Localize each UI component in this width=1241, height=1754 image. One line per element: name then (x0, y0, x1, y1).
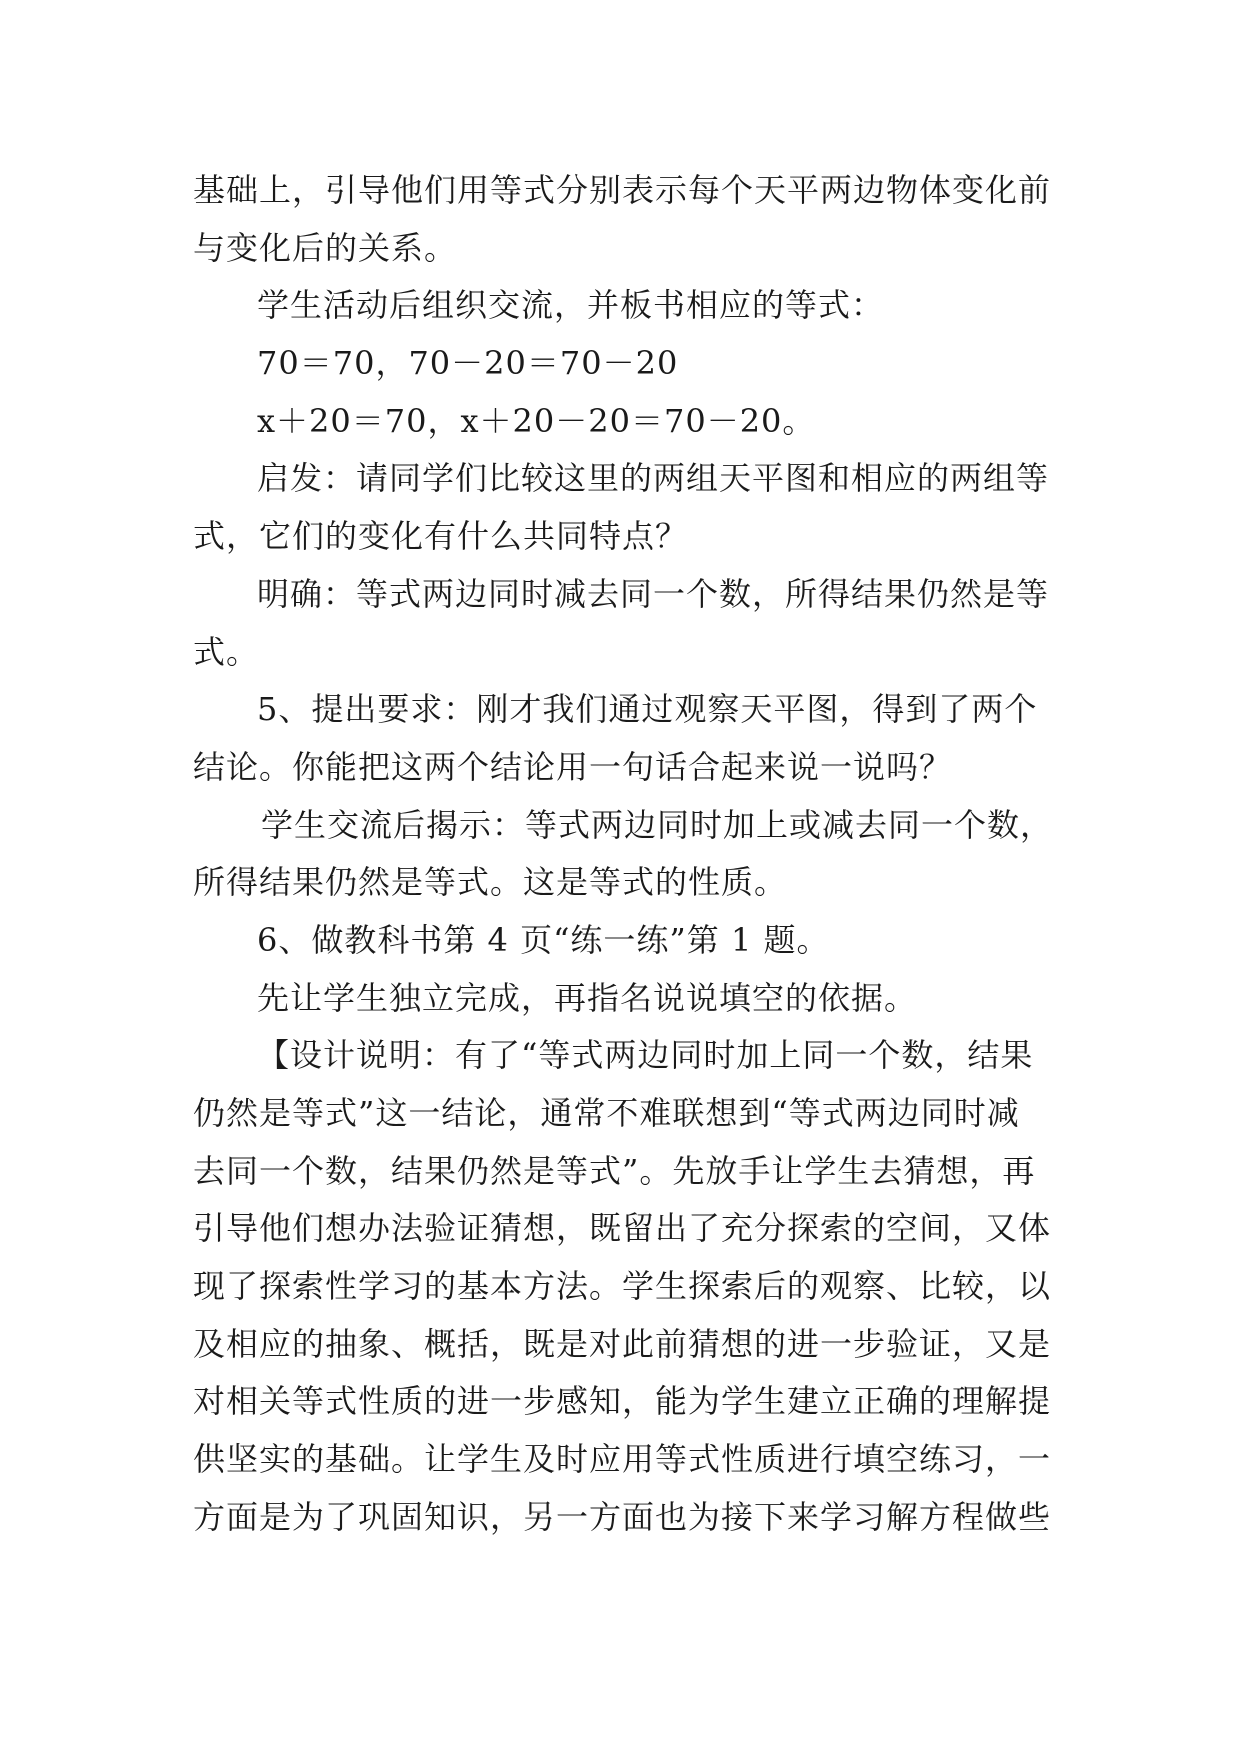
design-note-line: 去同一个数，结果仍然是等式”。先放手让学生去猜想，再 (193, 1151, 1036, 1190)
design-note-line: 现了探索性学习的基本方法。学生探索后的观察、比较，以 (193, 1267, 1052, 1306)
design-note-line: 【设计说明：有了“等式两边同时加上同一个数，结果 (257, 1036, 1034, 1075)
text-line: 基础上，引导他们用等式分别表示每个天平两边物体变化前 (193, 171, 1052, 209)
text-line: 学生活动后组织交流，并板书相应的等式： (257, 286, 885, 325)
design-note-line: 对相关等式性质的进一步感知，能为学生建立正确的理解提 (193, 1382, 1052, 1421)
design-note-line: 供坚实的基础。让学生及时应用等式性质进行填空练习，一 (193, 1440, 1052, 1479)
equation-line: 70＝70，70－20＝70－20 (257, 344, 679, 383)
text-line: 结论。你能把这两个结论用一句话合起来说一说吗？ (193, 747, 953, 786)
text-line: 式，它们的变化有什么共同特点？ (193, 517, 689, 556)
text-line: 式。 (193, 632, 260, 671)
design-note-line: 及相应的抽象、概括，既是对此前猜想的进一步验证，又是 (193, 1324, 1052, 1363)
text-line: 与变化后的关系。 (193, 228, 458, 267)
text-line: 学生交流后揭示：等式两边同时加上或减去同一个数， (261, 805, 1054, 844)
document-body (193, 162, 1053, 1547)
design-note-line: 引导他们想办法验证猜想，既留出了充分探索的空间，又体 (193, 1209, 1052, 1248)
text-line: 5、提出要求：刚才我们通过观察天平图，得到了两个 (257, 690, 1038, 729)
text-line: 启发：请同学们比较这里的两组天平图和相应的两组等 (257, 459, 1050, 498)
design-note-line: 仍然是等式”这一结论，通常不难联想到“等式两边同时减 (193, 1094, 1020, 1132)
text-line: 明确：等式两边同时减去同一个数，所得结果仍然是等 (257, 574, 1050, 613)
text-line: 6、做教科书第 4 页“练一练”第 1 题。 (257, 920, 830, 959)
text-line: 先让学生独立完成，再指名说说填空的依据。 (257, 978, 918, 1017)
design-note-line: 方面是为了巩固知识，另一方面也为接下来学习解方程做些 (193, 1497, 1052, 1536)
text-line: 所得结果仍然是等式。这是等式的性质。 (193, 863, 788, 902)
equation-line: x＋20＝70，x＋20－20＝70－20。 (257, 401, 816, 440)
